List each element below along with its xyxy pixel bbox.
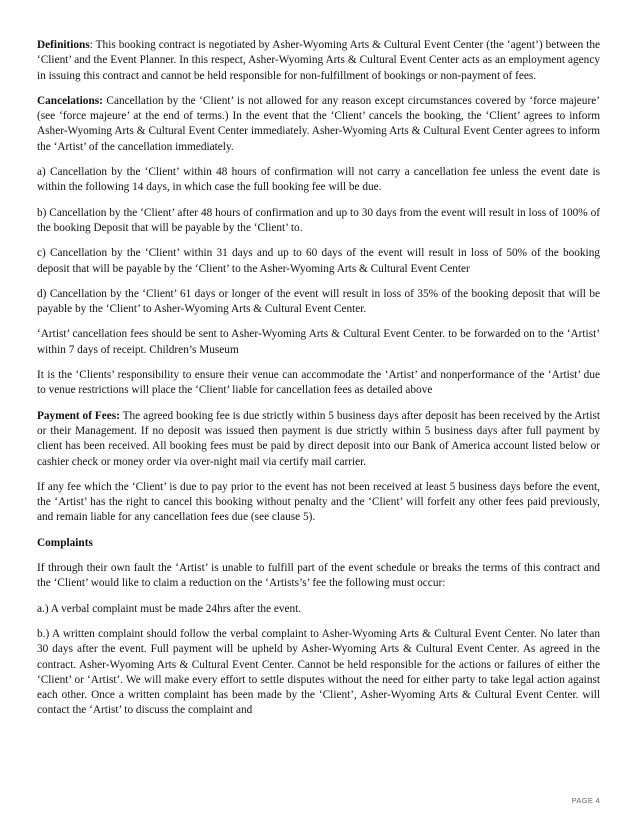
cancelation-clause-c: c) Cancellation by the ‘Client’ within 31 days and up to 60 days of the event will result in loss of 50% of the booking deposit that will be payable by the ‘Client’ to the Asher-Wyoming Arts & Cultural Event Center bbox=[37, 247, 600, 275]
cancelation-clause-a: a) Cancellation by the ‘Client’ within 48 hours of confirmation will not carry a cancellation fee unless the event date is within the following 14 days, in which case the full booking fee will be due. bbox=[37, 166, 600, 194]
complaints-intro: If through their own fault the ‘Artist’ is unable to fulfill part of the event schedule or breaks the terms of this contract and the ‘Client’ would like to claim a reduction on the ‘Artists’s’ fee the following must occur: bbox=[37, 562, 600, 590]
complaint-clause-a: a.) A verbal complaint must be made 24hrs after the event. bbox=[37, 602, 302, 615]
definitions-paragraph bbox=[37, 38, 600, 84]
definitions-text: : This booking contract is negotiated by Asher-Wyoming Arts & Cultural Event Center (the ‘agent’) between the ‘Client’ and the Event Planner. In this respect, Asher-Wyoming Arts & Cultural Event Center acts as an employment agency in issuing this contract and cannot be held responsible for non-fulfillment of bookings or non-payment of fees. bbox=[37, 39, 600, 82]
venue-responsibility-paragraph: It is the ‘Clients’ responsibility to ensure their venue can accommodate the ‘Artist’ and nonperformance of the ‘Artist’ due to venue restrictions will place the ‘Client’ liable for cancellation fees as detailed above bbox=[37, 369, 600, 397]
document-page bbox=[37, 38, 600, 729]
complaints-heading: Complaints bbox=[37, 536, 93, 549]
cancelations-paragraph bbox=[37, 94, 600, 155]
cancelations-text: Cancellation by the ‘Client’ is not allowed for any reason except circumstances covered by ‘force majeure’ (see ‘force majeure’ at the end of terms.) In the event that the ‘Client’ cancels the booking, the ‘Client’ agrees to inform Asher-Wyoming Arts & Cultural Event Center immediately. Asher-Wyoming Arts & Cultural Event Center agrees to inform the ‘Artist’ of the cancellation immediately. bbox=[37, 94, 600, 153]
complaint-clause-b: b.) A written complaint should follow the verbal complaint to Asher-Wyoming Arts & Cultural Event Center. No later than 30 days after the event. Full payment will be upheld by Asher-Wyoming Arts & Cultural Event Center. As agreed in the contract. Asher-Wyoming Arts & Cultural Event Center. Cannot be held responsible for the actions or failures of either the ‘Client’ or ‘Artist’. We will make every effort to settle disputes without the need for either party to take legal action against each other. Once a written complaint has been made by the ‘Client’, Asher-Wyoming Arts & Cultural Event Center. will contact the ‘Artist’ to discuss the complaint and bbox=[37, 627, 600, 717]
artist-fees-paragraph: ‘Artist’ cancellation fees should be sent to Asher-Wyoming Arts & Cultural Event Center. to be forwarded on to the ‘Artist’ within 7 days of receipt. Children’s Museum bbox=[37, 328, 600, 356]
cancelations-heading: Cancelations: bbox=[37, 94, 103, 107]
page-number: PAGE 4 bbox=[571, 796, 600, 805]
payment-text: The agreed booking fee is due strictly within 5 business days after deposit has been received by the Artist or their Management. If no deposit was issued then payment is due strictly within 5 business days after full payment by client has been received. All booking fees must be paid by direct deposit into our Bank of America account listed below or cashier check or money order via over-night mail via certify mail carrier. bbox=[37, 409, 600, 468]
definitions-heading: Definitions bbox=[37, 39, 90, 51]
payment-heading: Payment of Fees: bbox=[37, 409, 120, 422]
late-fee-paragraph: If any fee which the ‘Client’ is due to pay prior to the event has not been received at least 5 business days before the event, the ‘Artist’ has the right to cancel this booking without penalty and the ‘Client’ will forfeit any other fees paid previously, and remain liable for any cancellation fees due (see clause 5). bbox=[37, 480, 600, 524]
payment-paragraph bbox=[37, 409, 600, 470]
cancelation-clause-d: d) Cancellation by the ‘Client’ 61 days or longer of the event will result in loss of 35% of the booking deposit that will be payable by the ‘Client’ to Asher-Wyoming Arts & Cultural Event Center. bbox=[37, 287, 600, 316]
cancelation-clause-b: b) Cancellation by the ‘Client’ after 48 hours of confirmation and up to 30 days from the event will result in loss of 100% of the booking Deposit that will be payable by the ‘Client’ to. bbox=[37, 206, 600, 234]
